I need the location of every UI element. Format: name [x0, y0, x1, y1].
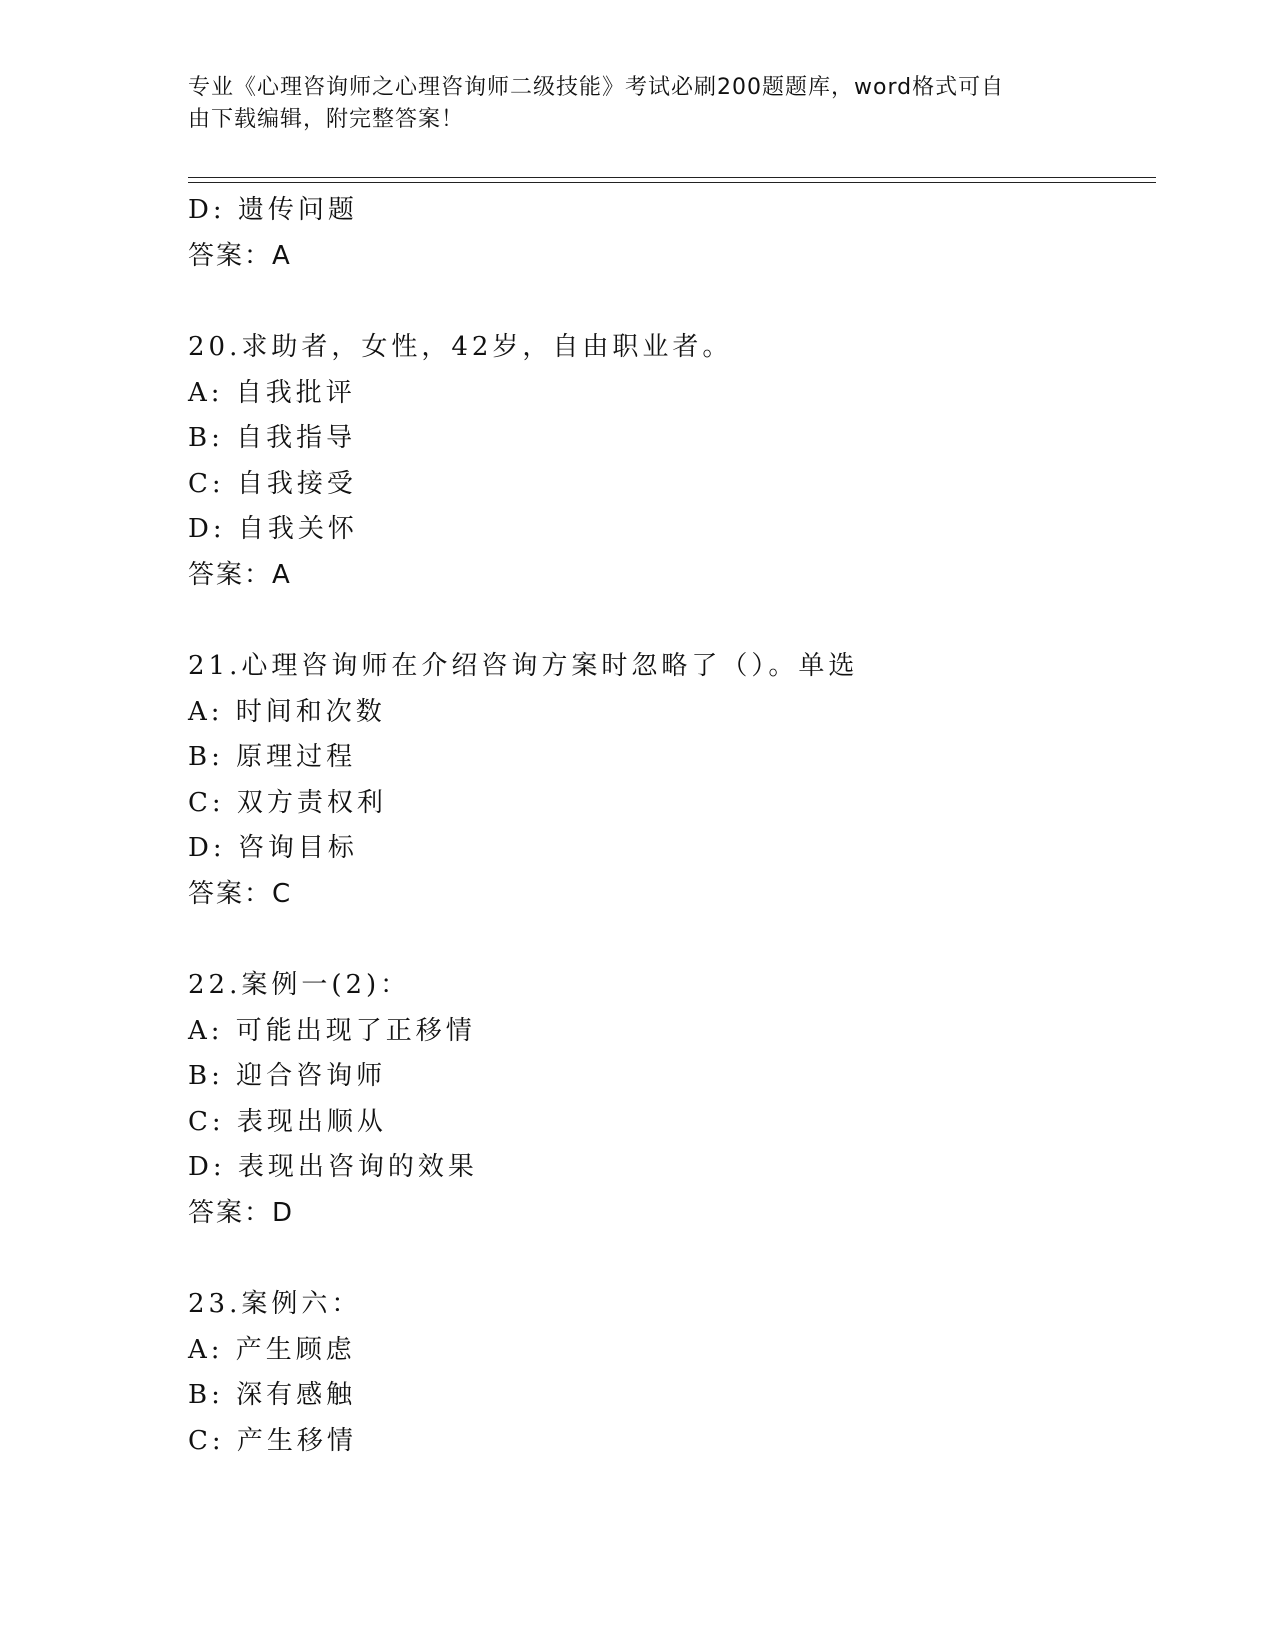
question-text: 21.心理咨询师在介绍咨询方案时忽略了（）。单选: [188, 651, 859, 681]
header-line-1: 专业《心理咨询师之心理咨询师二级技能》考试必刷200题题库，word格式可自: [188, 75, 1005, 100]
question-block: [188, 188, 1156, 279]
option-a: A: 自我批评: [188, 377, 356, 408]
option-a: A: 产生顾虑: [188, 1334, 356, 1365]
option-c: C: 自我接受: [188, 468, 357, 499]
question-text: 23.案例六：: [188, 1289, 362, 1319]
option-d: D: 遗传问题: [188, 195, 358, 225]
question-block: [188, 1282, 1156, 1464]
option-c: C: 表现出顺从: [188, 1106, 387, 1137]
answer-line: 答案：D: [188, 1197, 295, 1228]
header-rule-top: [188, 177, 1156, 178]
answer-line: 答案：A: [188, 559, 292, 590]
option-d: D: 自我关怀: [188, 514, 358, 544]
option-a: A: 时间和次数: [188, 696, 386, 727]
header-line-2: 由下载编辑，附完整答案！: [188, 107, 465, 132]
option-c: C: 双方责权利: [188, 787, 387, 818]
answer-line: 答案：A: [188, 240, 292, 271]
option-d: D: 表现出咨询的效果: [188, 1152, 478, 1182]
page-header: [188, 72, 1088, 136]
question-block: [188, 963, 1156, 1236]
question-list: [188, 188, 1156, 1464]
option-b: B: 深有感触: [188, 1380, 357, 1410]
option-c: C: 产生移情: [188, 1425, 357, 1456]
header-rule-bottom: [188, 182, 1156, 183]
option-b: B: 迎合咨询师: [188, 1061, 387, 1091]
question-block: [188, 644, 1156, 917]
option-d: D: 咨询目标: [188, 833, 358, 863]
question-text: 22.案例一(2)：: [188, 970, 411, 1000]
option-b: B: 自我指导: [188, 423, 357, 453]
answer-line: 答案：C: [188, 878, 293, 909]
question-block: [188, 325, 1156, 598]
question-text: 20.求助者，女性，42岁，自由职业者。: [188, 332, 733, 362]
option-b: B: 原理过程: [188, 742, 357, 772]
option-a: A: 可能出现了正移情: [188, 1015, 476, 1046]
